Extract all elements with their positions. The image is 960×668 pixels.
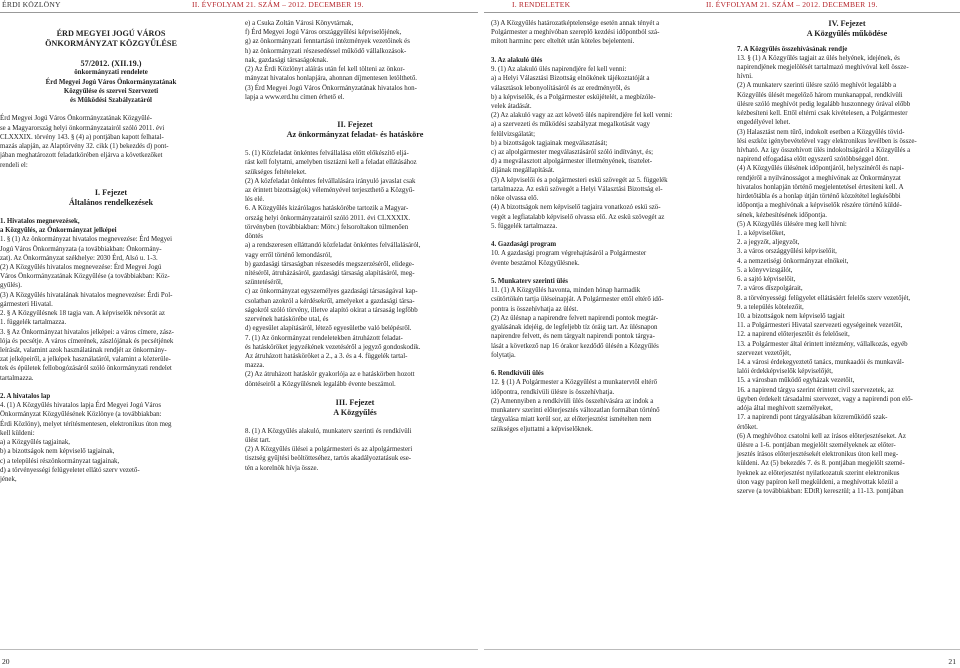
text-line: 17. a napirendi pont tárgyalásában közreműködő szak- [737,414,888,422]
column-3 [491,19,716,434]
text-line: szükséges feltételeket. [245,168,307,176]
text-line: lását a következő nap 16 órakor kezdődő ülésén a Közgyűlés [491,342,659,350]
decree-title [0,68,222,105]
text-line: mányzat hivatalos honlapjára, ahonnan díjmentesen letölthető. [245,75,418,83]
text-line: (2) Az ülésnap a napirendre felvett napirendi pontok megtár- [491,314,659,322]
text-line: tek és épületek fellobogózásáról szóló önkormányzati rendelet [0,365,172,373]
text-line: tartalmazza. Az eskü szövegét a Helyi Választási Bizottság el- [491,185,663,193]
text-line: rendeli el: [0,161,28,169]
text-line: 15. a városban működő egyházak vezetőit, [737,377,855,385]
column-1 [0,19,222,484]
text-line: (3) A képviselői és a polgármesteri eskü szövegét az 5. függelék [491,176,668,184]
text-line: törvényben (továbbiakban: Mötv.) felsoroltakon túlmenően [245,223,409,231]
text-line: és hatásköröket jegyzékének vezetéséről a jegyző gondoskodik. [245,343,421,351]
text-line: a) a Helyi Választási Bizottság elnökének tájékoztatóját a [491,75,650,83]
text-line: tén a korelnök hívja össze. [245,464,319,472]
footer-rule-right [484,649,960,650]
text-line: tárgyalása miatt kerül sor, az előterjesztést ismételten nem [491,416,652,424]
text-line: tisztség gyűjtési beöltötteséhez, tartós akadályoztatásuk ese- [245,455,412,463]
text-line: 3. § Az Önkormányzat hivatalos jelképei: a város címere, zász- [0,328,174,336]
text-line: ságokról szóló törvény, illetve alapító okirat a társaság legfőbb [245,306,418,314]
text-line: a) a rendszeresen elláttandó közfeladat önkéntes felvállalásáról, [245,242,421,250]
section-4-title: 4. Gazdasági program [491,241,557,249]
text-line: lója és pecsétje. A város címerének, zászlójának és pecsétjének [0,337,174,345]
text-line: 5. (1) Közfeladat önkéntes felvállalása előtt előkészítő eljá- [245,150,409,158]
text-line: mazás alapján, az Alaptörvény 32. cikk (1) bekezdés d) pont- [0,143,169,151]
text-line: szüntetéséről, [245,279,283,287]
chapter-2-title: II. Fejezet [337,120,373,130]
text-line: folytatja. [491,351,516,359]
text-line: 4. (1) A Közgyűlés hivatalos lapja Érd Megyei Jogú Város [0,402,162,410]
text-line: (2) Az Érdi Közlönyt aláírás után fel kell tölteni az önkor- [245,66,405,74]
text-line: szerve (a továbbiakban: EDtR) keresztül; a 11-13. pontjában [737,488,904,496]
text-line: leírását, valamint azok használatának rendjét az önkormány- [0,346,167,354]
text-line: nítéséről, átruházásáról, gazdasági társaság alapításáról, meg- [245,269,415,277]
text-line: b) a képviselők, és a Polgármester esküjételét, a megbízóle- [491,93,656,101]
text-line: 5. a könyvvizsgálót, [737,266,793,274]
text-line: csolatban azokról a kérdésekről, amelyeket a gazdasági társa- [245,297,415,305]
text-line: a) a Közgyűlés tagjainak, [0,439,71,447]
text-line: Érd Megyei Jogú Város Önkormányzatának Közgyűlé- [0,115,152,123]
column-2 [245,19,465,473]
page-header [0,0,960,10]
section-2-body [0,401,222,484]
text-line: hivatalos honlapján történő megjelentetésel értesíteni kell. A [737,183,904,191]
text-line: 11. (1) A Közgyűlés havonta, minden hónap harmadik [491,287,641,295]
text-line: 3. a város országgyűlési képviselőit, [737,248,837,256]
chapter-3-title: III. Fejezet [335,398,375,407]
text-line: b) gazdasági társaságban részesedés megszerzéséről, elidege- [245,260,415,268]
text-line: gármesteri Hivatal. [0,300,53,308]
text-line: (6) A meghívóhoz csatolni kell az írásos előterjesztéseket. Az [737,432,906,440]
text-line: 1. Hivatalos megnevezések, [0,217,80,225]
text-line: gyalásának idejéig, de legfeljebb tíz óráig tart. Az ülésnapon [491,324,658,332]
section-6-title: 6. Rendkívüli ülés [491,370,544,378]
text-line: kézbesíteni kell. Ettől eltérni csak kivételesen, a Polgármester [737,110,908,118]
text-line: b) a bizottságok nem képviselő tagjainak, [0,448,115,456]
text-line: d) egyesület alapításáról, létező egyesületbe való belépésről. [245,325,412,333]
text-line: zat jelképeiről, a jelképek használatáról, valamint a közterüle- [0,356,171,364]
text-line: (3) Érd Megyei Jogú Város Önkormányzatának hivatalos hon- [245,84,417,92]
text-line: 4. a nemzetiségi önkormányzat elnökeit, [737,257,849,265]
text-line: (2) Az átruházott hatáskör gyakorlója az e hatáskörben hozott [245,371,415,379]
text-line: ülésre a 1-6. pontjában megjelölt személyeknek az előter- [737,442,896,449]
text-line: felülvizsgálatát; [491,130,536,138]
text-line: 2. § A Közgyűlésnek 18 tagja van. A képviselők névsorát az [0,310,165,318]
text-line: önkormányzati rendelete [74,69,148,77]
text-line: csütörtökén tartja üléseinapját. A Polgármester ettől eltérő idő- [491,296,664,304]
chapter-1-subtitle: Általános rendelkezések [68,197,154,207]
page-number-right: 21 [948,657,956,666]
text-line: (3) A Közgyűlés hivatalának hivatalos megnevezése: Érdi Pol- [0,291,173,299]
col3-text-b [491,65,716,231]
text-line: lalói érdekképviselők képviselőjét, [737,368,833,376]
text-line: e) a Csuka Zoltán Városi Könyvtárnak, [245,20,354,27]
text-line: (4) A bizottságok nem képviselő tagjaira vonatkozó eskü szö- [491,204,661,212]
text-line: Önkormányzat Közgyűlésének Közlönye (a továbbiakban: [0,411,162,419]
text-line: Érdi Közlöny), melyet térítésmentesen, elektronikus úton meg [0,420,172,428]
text-line: rendjéről a nyilvánosságot a meghívónak az Önkormányzat [737,174,901,182]
text-line: Érd Megyei Jogú Város Önkormányzatának [45,78,177,86]
text-line: jában meghatározott feladatkörében eljárva a következőket [0,152,163,160]
text-line: 6. A Közgyűlés kizárólagos hatáskörébe tartozik a Magyar- [245,205,409,213]
text-line: 10. a bizottságok nem képviselő tagjait [737,312,845,320]
text-line: 8. a törvényességi felügyelet ellátásáért felelős szerv vezetőjét, [737,294,911,302]
text-line: 13. § (1) A Közgyűlés tagjait az ülés helyének, idejének, és [737,54,900,62]
text-line: g) az önkormányzati fenntartású intézmények vezetőinek és [245,38,410,46]
text-line: c) az alpolgármester megválasztásáról szóló indítványt, és; [491,149,654,157]
text-line: se a Magyarország helyi önkormányzatairól szóló 2011. évi [0,124,165,132]
text-line: időpontja a meghívónak a képviselők részére történő küldé- [737,202,902,210]
text-line: (2) A munkaterv szerinti ülésre szóló meghívót legalább a [737,82,897,90]
text-line: 9. (1) Az alakuló ülés napirendjére fel kell venni: [491,66,627,74]
col3-text-e [491,378,716,433]
text-line: velek átadását. [491,102,532,110]
section-2-title: 2. A hivatalos lap [0,393,51,401]
text-line: lés elé. [245,196,265,204]
text-line: kell küldeni: [0,429,35,437]
section-7-title: 7. A Közgyűlés összehívásának rendje [737,45,848,53]
col4-text [737,54,957,497]
text-line: ülésre szóló meghívót pedig legalább huszonnegy órával előbb [737,100,911,108]
page-number-left: 20 [2,657,10,666]
decree-number: 57/2012. (XII.19.) [80,58,142,68]
text-line: Polgármester a meghívóban szereplő kezdési időpontból szá- [491,29,660,37]
text-line: munkaterv szerinti előterjesztés változatlan formában történő [491,407,660,415]
text-line: nöke olvassa elő. [491,195,539,203]
text-line: Közgyűlése és szervei Szervezeti [63,87,159,95]
text-line: zat). Az Önkormányzat székhelye: 2030 Érd, Alsó u. 1-3. [0,254,158,262]
section-1-title [0,217,222,235]
col3-text-c [491,249,716,267]
text-line: mazza. [245,362,265,370]
text-line: vagy erről történő lemondásról, [245,251,332,259]
text-line: 11. a Polgármesteri Hivatal szervezeti egységeinek vezetőit, [737,322,903,330]
text-line: lyeknek az előterjesztést nyilatkozatuk szerint elektronikus [737,469,900,477]
text-line: 5. függelék tartalmazza. [491,222,558,230]
text-line: napirend elfogadása előtt egyszerű szótöbbséggel dönt. [737,156,889,164]
text-line: évente beszámol Közgyűlésnek. [491,259,580,267]
text-line: mított harminc perc elteltét után köteles bejelenteni. [491,38,635,46]
preamble [0,114,222,169]
text-line: tartalmazza. [0,374,34,382]
header-right-issue: II. ÉVFOLYAM 21. SZÁM – 2012. DECEMBER 19. [706,0,878,9]
text-line: értőket. [737,423,758,431]
chapter-2-subtitle: Az önkormányzat feladat- és hatásköre [286,130,424,140]
header-rule-left [0,12,478,13]
col2-text-b [245,149,465,389]
text-line: 6. a sajtó képviselőit, [737,276,796,284]
header-right-section: I. RENDELETEK [512,0,571,9]
text-line: (2) A Közgyűlés ülései a polgármesteri és az alpolgármesteri [245,446,413,454]
text-line: a Közgyűlés, az Önkormányzat jelképei [0,227,117,235]
text-line: 7. (1) Az önkormányzat rendeletekben átruházott feladat- [245,334,403,342]
text-line: és Működési Szabályzatáról [70,97,152,105]
text-line: 12. a napirend előterjesztőit és felelőseit, [737,331,850,339]
text-line: 14. a városi érdekegyeztető tanács, munkaadói és munkavál- [737,359,905,367]
col2-text-a [245,19,465,102]
text-line: szervének hatáskörébe utal, és [245,316,329,324]
text-line: 1. a képviselőket, [737,229,786,237]
text-line: pontra is összehívhatja az ülést. [491,305,579,313]
text-line: ország helyi önkormányzatairól szóló 2011. évi CLXXXIX. [245,214,411,222]
text-line: 2. a jegyzőt, aljegyzőt, [737,239,800,247]
text-line: 16. a napirend tárgya szerint érintett civil szervezetek, az [737,386,894,394]
text-line: Közgyűlés ülését megelőző három munkanappal, rendkívüli [737,91,903,99]
text-line: hirdetőtábla és a honlap útján történő közzététel legkésőbbi [737,193,901,201]
text-line: 1. § (1) Az önkormányzat hivatalos megnevezése: Érd Megyei [0,236,173,244]
text-line: ülést tart. [245,437,271,444]
text-line: a) a szervezeti és működési szabályzat megalkotását vagy [491,121,650,129]
text-line: (2) A Közgyűlés hivatalos megnevezése: Érd Megyei Jogú [0,264,162,272]
text-line: sének, kézbesítésének időpontja. [737,211,827,219]
header-rule-right [484,12,960,13]
chapter-4-title: IV. Fejezet [828,19,866,28]
section-5-title: 5. Munkaterv szerinti ülés [491,278,568,286]
text-line: napirendre felvett, és nem tárgyalt napirendi pontok tárgya- [491,333,655,341]
text-line: adója által meghívott személyeket, [737,405,833,413]
text-line: jesztés írásos előterjesztésekét elektronikus úton kell meg- [737,451,899,459]
text-line: szervezet vezetőjét, [737,349,791,357]
text-line: 8. (1) A Közgyűlés alakuló, munkaterv szerinti és rendkívüli [245,427,412,435]
text-line: c) a települési részönkormányzat tagjainak, [0,457,120,465]
chapter-4-subtitle: A Közgyűlés működése [806,28,888,38]
text-line: rást kell folytatni, amelyben tisztázni kell a feladat ellátásához [245,159,417,167]
text-line: hívni. [737,73,753,81]
col3-text-d [491,286,716,360]
text-line: Város Önkormányzatának Közgyűlése (a továbbiakban: Köz- [0,273,170,281]
text-line: vegét a legfiatalabb képviselő olvassa elő. Az eskü szövegét az [491,213,665,221]
text-line: (3) Halasztást nem tűrő, indokolt esetben a Közgyűlés tövid- [737,128,905,136]
text-line: döntés [245,233,263,241]
text-line: gyűlés). [0,282,23,290]
header-left-title: ÉRDI KÖZLÖNY [2,0,61,9]
org-name-line2: ÖNKORMÁNYZAT KÖZGYŰLÉSE [45,38,177,48]
text-line: (3) A Közgyűlés határozatképtelensége esetén annak tényét a [491,20,660,27]
text-line: d) a törvényességi felügyeletet ellátó szerv vezető- [0,466,140,474]
chapter-3-subtitle: A Közgyűlés [333,407,377,417]
text-line: választások lebonyolításáról és az eredményről, és [491,84,630,92]
text-line: Jogú Város Önkormányzata (a továbbiakban: Önkormány- [0,245,162,253]
text-line: 13. a Polgármester által érintett intézmény, vállalkozás, egyéb [737,340,908,348]
text-line: 12. § (1) A Polgármester a Közgyűlést a munkatervtől eltérő [491,379,658,387]
text-line: d) a megválasztott alpolgármester illetményének, tisztelet- [491,158,653,166]
text-line: (4) A Közgyűlés ülésének időpontjáról, helyszínéről és napi- [737,165,904,173]
text-line: c) az önkormányzat egyszemélyes gazdasági társaságával kap- [245,288,418,296]
text-line: lési eszköz igénybevételével vagy elektronikus levélben is össze- [737,137,917,145]
text-line: díjának megállapítását. [491,167,555,175]
chapter-1-title: I. Fejezet [94,188,128,198]
text-line: (2) Amennyiben a rendkívüli ülés összehívására az indok a [491,397,654,405]
text-line: hívható. Az így összehívott ülés indokoltságáról a Közgyűlés a [737,147,911,154]
text-line: 10. A gazdasági program végrehajtásáról a Polgármester [491,250,647,258]
text-line: h) az önkormányzati részesedéssel működő vállalkozások- [245,47,407,55]
column-4 [737,19,957,496]
text-line: b) a bizottságok tagjainak megválasztását; [491,139,608,147]
text-line: döntéseiről a Közgyűlésnek legalább évente beszámol. [245,380,396,388]
text-line: CLXXXIX. törvény 143. § (4) a) pontjában kapott felhatal- [0,133,164,141]
text-line: nak, gazdasági társaságoknak. [245,56,329,64]
text-line: jének, [0,476,17,484]
header-left-issue: II. ÉVFOLYAM 21. SZÁM – 2012. DECEMBER 19. [192,0,364,9]
section-1-body [0,235,222,383]
text-line: (2) Az alakuló vagy az azt követő ülés napirendjére fel kell venni: [491,112,673,120]
footer-rule-left [0,649,478,650]
section-3-title: 3. Az alakuló ülés [491,56,543,64]
text-line: időpontra, rendkívüli ülésre is összehívhatja. [491,388,615,396]
col3-text-a [491,19,716,47]
text-line: ügyben érdekelt társadalmi szervezet, vagy a napirendi pon elő- [737,395,913,403]
page-footer [0,620,960,668]
text-line: 7. a város díszpolgárait, [737,285,803,293]
text-line: engedélyével lehet. [737,119,791,127]
text-line: küldeni. Az (5) bekezdés 7. és 8. pontjában megjelölt szemé- [737,460,905,468]
text-line: f) Érd Megyei Jogú Város országgyűlési képviselőjének, [245,29,402,37]
col2-text-c [245,427,465,473]
text-line: szükséges eljuttatni a képviselőknek. [491,425,593,433]
text-line: 1. függelék tartalmazza. [0,319,67,327]
text-line: (5) A Közgyűlés ülésére meg kell hívni: [737,220,847,228]
org-name-line1: ÉRD MEGYEI JOGÚ VÁROS [56,29,166,38]
text-line: 9. a település kötelezőit, [737,303,804,311]
text-line: lapja a www.erd.hu címen érhető el. [245,93,345,101]
text-line: Az átruházott hatásköröket a 2., a 3. és a 4. függelék tartal- [245,352,408,360]
text-line: (2) A közfeladat önkéntes felvállalására irányuló javaslat csak [245,177,416,185]
text-line: az érintett bizottság(ok) véleményével terjeszthető a Közgyű- [245,187,415,194]
text-line: úton vagy papíron kell megküldeni, a meghívottak közül a [737,478,898,486]
text-line: napirendjének megjelölését tartalmazó meghívóval kell össze- [737,64,909,72]
